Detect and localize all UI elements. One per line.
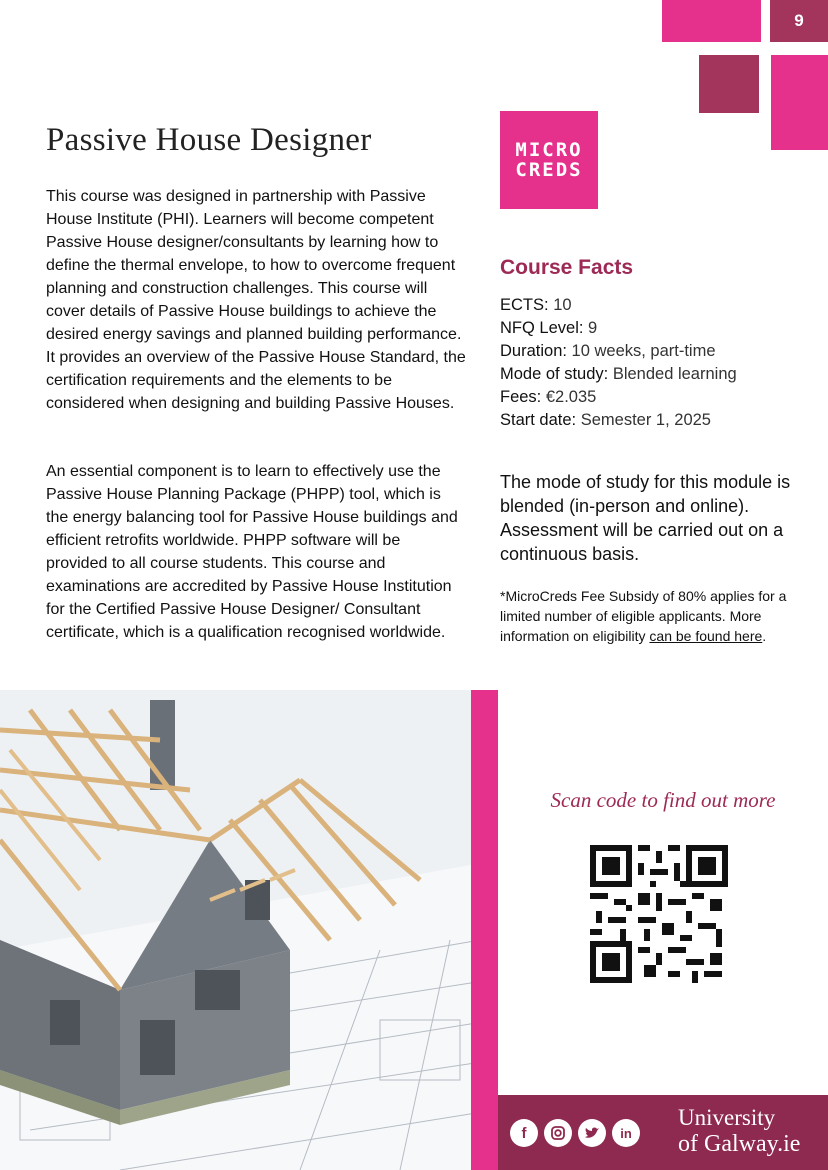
house-illustration xyxy=(0,690,498,1170)
description-paragraph-1: This course was designed in partnership with Passive House Institute (PHI). Learners will become competent Passive House designer/consultants by learning how to define the thermal envelope, to how to overcome frequent planning and construction challenges. This course will cover details of Passive House buildings to achieve the desired energy savings and planned building performance. It provides an overview of the Passive House Standard, the certification requirements and the elements to be considered when designing and building Passive Houses. xyxy=(46,188,466,412)
decorative-square-pink-tall xyxy=(771,55,828,150)
page-title: Passive House Designer xyxy=(46,122,372,158)
fact-mode-of-study: Mode of study: Blended learning xyxy=(500,365,737,383)
university-logo-line-1: University xyxy=(678,1105,776,1130)
decorative-square-maroon xyxy=(699,55,759,113)
eligibility-link[interactable]: can be found here xyxy=(649,628,763,644)
house-model-photo xyxy=(0,690,498,1170)
decorative-square-pink xyxy=(662,0,761,42)
scan-code-caption: Scan code to find out more xyxy=(550,788,776,812)
fee-subsidy-note: *MicroCreds Fee Subsidy of 80% applies for a limited number of eligible applicants. More information on eligibility can be found here. xyxy=(500,588,787,644)
fact-nfq-level: NFQ Level: 9 xyxy=(500,319,598,337)
university-logo[interactable] xyxy=(678,1105,800,1157)
twitter-glyph xyxy=(584,1126,600,1140)
qr-code-image xyxy=(590,845,728,983)
fact-start-date: Start date: Semester 1, 2025 xyxy=(500,411,711,429)
instagram-icon[interactable] xyxy=(544,1119,572,1147)
mode-of-study-text: The mode of study for this module is blended (in-person and online). Assessment will be carried out on a continuous basis. xyxy=(500,472,791,564)
logo-line-2: CREDS xyxy=(515,159,583,181)
fact-duration: Duration: 10 weeks, part-time xyxy=(500,342,716,360)
page-number: 9 xyxy=(794,11,804,30)
description-paragraph-2: An essential component is to learn to effectively use the Passive House Planning Package (PHPP) tool, which is the energy balancing tool for Passive House buildings and efficient retrofits worldwide. PHPP software will be provided to all course students. This course and examinations are accredited by Passive House Institution for the Certified Passive House Designer/ Consultant certificate, which is a qualification recognised worldwide. xyxy=(46,463,458,641)
qr-code[interactable] xyxy=(590,845,728,983)
instagram-glyph xyxy=(550,1125,566,1141)
facebook-icon[interactable]: f xyxy=(510,1119,538,1147)
fact-fees: Fees: €2.035 xyxy=(500,388,597,406)
university-logo-line-2: of Galway.ie xyxy=(678,1131,801,1157)
microcreds-logo xyxy=(500,111,598,209)
footer-bar xyxy=(498,1095,828,1170)
pink-accent-bar xyxy=(471,690,498,1170)
linkedin-icon[interactable]: in xyxy=(612,1119,640,1147)
course-facts-heading: Course Facts xyxy=(500,256,634,279)
twitter-icon[interactable] xyxy=(578,1119,606,1147)
fact-ects: ECTS: 10 xyxy=(500,296,572,314)
course-facts-list xyxy=(500,294,820,432)
logo-line-1: MICRO xyxy=(515,139,583,161)
